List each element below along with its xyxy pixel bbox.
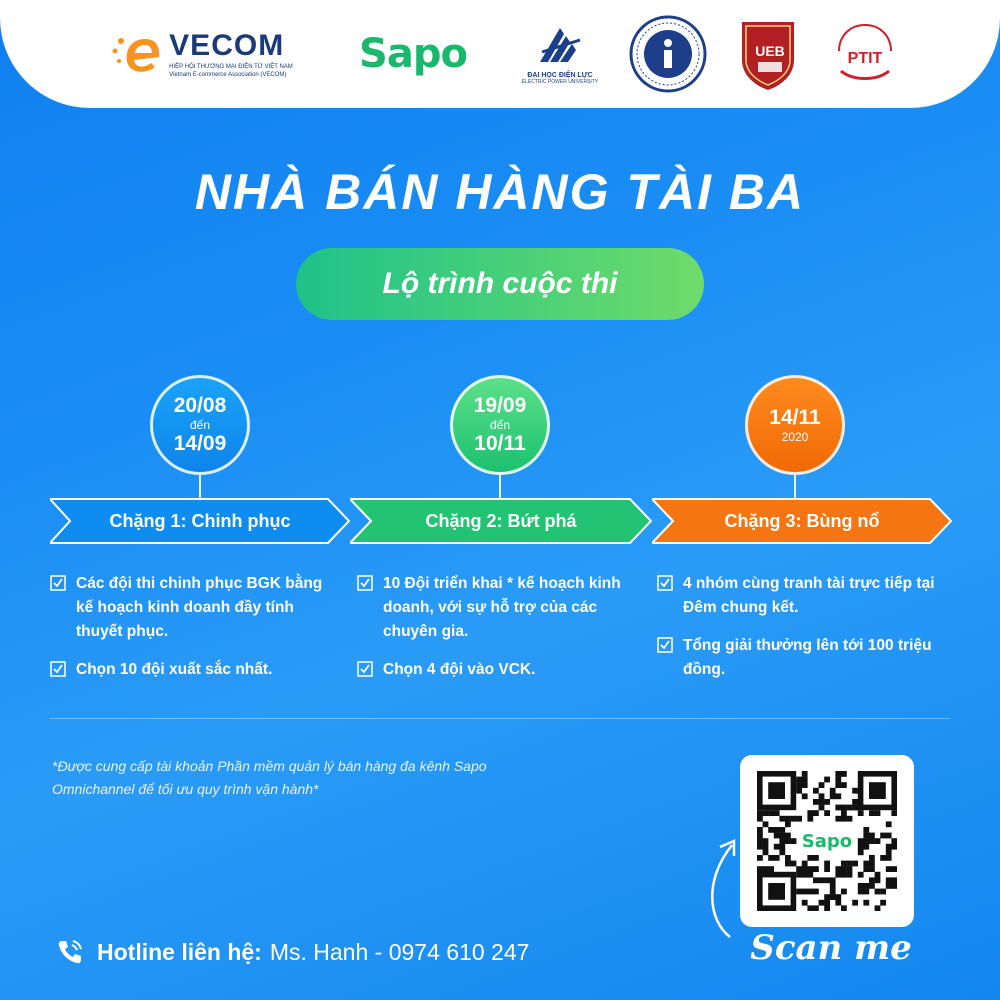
vecom-sub-en: Vietnam E-commerce Association (VECOM)	[169, 72, 287, 78]
svg-text:PTIT: PTIT	[847, 50, 883, 67]
hotline	[55, 934, 615, 970]
list-item: Chọn 10 đội xuất sắc nhất.	[48, 658, 328, 682]
list-item: 4 nhóm cùng tranh tài trực tiếp tại Đêm chung kết.	[655, 572, 935, 620]
section-divider	[50, 718, 950, 719]
stage-3-details	[655, 572, 935, 696]
stage-1-date-start: 20/08	[173, 394, 227, 417]
ptit-logo	[830, 12, 900, 96]
curved-arrow-icon	[690, 825, 750, 945]
ueb-logo	[736, 12, 800, 96]
tmu-info-emblem-icon	[629, 15, 707, 93]
footnote: *Được cung cấp tài khoản Phần mềm quản lý bán hàng đa kênh Sapo Omnichannel để tối ưu quy trình vận hành*	[52, 758, 487, 797]
vecom-e-icon	[109, 29, 167, 79]
qr-code[interactable]	[757, 771, 897, 911]
qr-code-card[interactable]	[740, 755, 914, 927]
stage-1-date-end: 14/09	[173, 432, 227, 455]
stage-1-date-circle	[150, 375, 250, 475]
vecom-logo	[86, 12, 316, 96]
list-item: 10 Đội triển khai * kế hoạch kinh doanh, với sự hỗ trợ của các chuyên gia.	[355, 572, 635, 644]
stage-2-details	[355, 572, 635, 696]
list-item: Các đội thi chinh phục BGK bằng kế hoạch kinh doanh đầy tính thuyết phục.	[48, 572, 328, 644]
stage-3-label: Chặng 3: Bùng nổ	[724, 510, 880, 531]
phone-icon	[55, 937, 85, 967]
checkbox-icon	[355, 575, 375, 591]
stage-2-date-sep: đến	[489, 418, 511, 432]
checkbox-icon	[48, 575, 68, 591]
stage-1-details	[48, 572, 328, 696]
stage-2-date-start: 19/09	[473, 394, 527, 417]
stage-1-banner	[50, 498, 350, 544]
vecom-sub-vn: HIỆP HỘI THƯƠNG MẠI ĐIỆN TỬ VIỆT NAM	[169, 64, 293, 70]
list-item: Tổng giải thưởng lên tới 100 triệu đồng.	[655, 634, 935, 682]
stage-2-date-circle	[450, 375, 550, 475]
stage-3-date-circle	[745, 375, 845, 475]
stage-1-label: Chặng 1: Chinh phục	[109, 510, 291, 531]
checkbox-icon	[655, 575, 675, 591]
scan-me-caption: Scan me	[750, 928, 912, 968]
partner-logo-bar	[0, 0, 1000, 108]
ptit-emblem-icon	[831, 19, 899, 89]
vecom-name: VECOM	[169, 29, 285, 62]
stage-2-label: Chặng 2: Bứt phá	[425, 510, 577, 531]
checkbox-icon	[655, 637, 675, 653]
epu-sub: ELECTRIC POWER UNIVERSITY	[521, 78, 599, 85]
subtitle-pill: Lộ trình cuộc thi	[296, 248, 704, 320]
main-headline: NHÀ BÁN HÀNG TÀI BA	[194, 164, 806, 220]
checkbox-icon	[355, 661, 375, 677]
checkbox-icon	[48, 661, 68, 677]
qr-sapo-logo: Sapo	[801, 831, 853, 853]
hotline-label: Hotline liên hệ:	[97, 938, 262, 965]
svg-text:UEB: UEB	[755, 43, 785, 59]
stage-3-date: 14/11	[769, 406, 821, 429]
sapo-name: Sapo	[359, 31, 467, 77]
sapo-logo	[338, 12, 488, 96]
list-item: Chọn 4 đội vào VCK.	[355, 658, 635, 682]
tmu-logo	[628, 12, 708, 96]
stage-3-year: 2020	[781, 430, 809, 444]
epu-logo	[515, 12, 605, 96]
hotline-value[interactable]: Ms. Hanh - 0974 610 247	[269, 938, 530, 965]
stage-1-date-sep: đến	[189, 418, 211, 432]
stage-3-banner	[652, 498, 952, 544]
ueb-shield-icon	[738, 16, 798, 92]
stage-2-connector	[499, 475, 501, 500]
stage-2-banner	[350, 498, 652, 544]
stage-1-connector	[199, 475, 201, 500]
stage-2-date-end: 10/11	[474, 432, 526, 455]
stage-3-connector	[794, 475, 796, 500]
epu-name: ĐẠI HỌC ĐIỆN LỰC	[527, 71, 593, 79]
epu-emblem-icon	[530, 24, 590, 72]
